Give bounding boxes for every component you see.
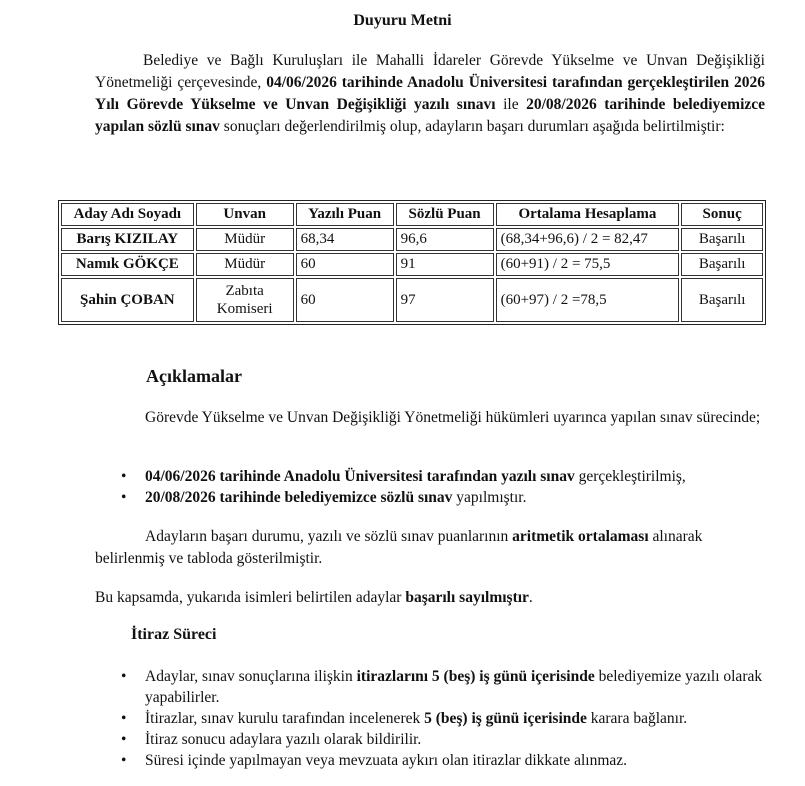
itiraz-b1-text-2: belediyemize yazılı olarak yapabilirler. xyxy=(145,668,763,706)
p3-bold: başarılı sayılmıştır xyxy=(405,589,529,606)
cell-title: Müdür xyxy=(196,228,294,251)
cell-oral: 96,6 xyxy=(396,228,494,251)
bullet-text: gerçekleştirilmiş, xyxy=(574,468,686,485)
itiraz-b1-bold: itirazlarını 5 (beş) iş günü içerisinde xyxy=(356,668,595,685)
list-item xyxy=(121,750,771,771)
p3-text-1: Bu kapsamda, yukarıda isimleri belirtilen adaylar xyxy=(95,589,406,606)
aciklamalar-paragraph-2 xyxy=(95,526,765,570)
cell-result: Başarılı xyxy=(681,253,763,276)
cell-result: Başarılı xyxy=(681,228,763,251)
itiraz-bullet-list xyxy=(121,666,771,771)
col-header-calc: Ortalama Hesaplama xyxy=(496,203,680,226)
intro-bold-2: 20/08/2026 tarihinde belediyemizce yapılan sözlü sınav xyxy=(95,96,766,135)
list-item xyxy=(121,487,771,508)
cell-calc: (68,34+96,6) / 2 = 82,47 xyxy=(496,228,680,251)
col-header-oral: Sözlü Puan xyxy=(396,203,494,226)
p2-text-1: Adayların başarı durumu, yazılı ve sözlü sınav puanlarının xyxy=(145,528,513,545)
intro-text-1: Belediye ve Bağlı Kuruluşları ile Mahalli İdareler Görevde Yükselme ve Unvan Değişikliği Yönetmeliği çerçevesinde, xyxy=(95,52,765,91)
cell-name: Şahin ÇOBAN xyxy=(61,278,194,322)
intro-bold-1: 04/06/2026 tarihinde Anadolu Üniversitesi tarafından gerçekleştirilen 2026 Yılı Görevde Yükselme ve Unvan Değişikliği yazılı sınavı xyxy=(95,74,765,113)
col-header-written: Yazılı Puan xyxy=(296,203,394,226)
cell-written: 60 xyxy=(296,278,394,322)
document-title: Duyuru Metni xyxy=(353,12,452,29)
table-row xyxy=(61,228,763,251)
cell-calc: (60+91) / 2 = 75,5 xyxy=(496,253,680,276)
cell-name: Barış KIZILAY xyxy=(61,228,194,251)
list-item xyxy=(121,466,771,487)
list-item xyxy=(121,666,771,708)
bullet-text: yapılmıştır. xyxy=(452,489,527,506)
exam-bullet-list xyxy=(121,466,771,508)
aciklamalar-paragraph-3 xyxy=(95,587,765,609)
itiraz-b2-text-2: karara bağlanır. xyxy=(586,710,688,727)
bullet-bold: 20/08/2026 tarihinde belediyemizce sözlü sınav xyxy=(145,489,453,506)
intro-paragraph xyxy=(95,50,765,138)
cell-calc: (60+97) / 2 =78,5 xyxy=(496,278,680,322)
itiraz-b3-text: İtiraz sonucu adaylara yazılı olarak bildirilir. xyxy=(145,731,422,748)
cell-title xyxy=(196,278,294,322)
table-header-row xyxy=(61,203,763,226)
intro-text-2: ile xyxy=(495,96,527,113)
bullet-bold: 04/06/2026 tarihinde Anadolu Üniversitesi tarafından yazılı sınav xyxy=(145,468,575,485)
cell-written: 68,34 xyxy=(296,228,394,251)
cell-title: Müdür xyxy=(196,253,294,276)
list-item xyxy=(121,729,771,750)
cell-written: 60 xyxy=(296,253,394,276)
list-item xyxy=(121,708,771,729)
cell-name: Namık GÖKÇE xyxy=(61,253,194,276)
p2-bold: aritmetik ortalaması xyxy=(512,528,649,545)
itiraz-heading: İtiraz Süreci xyxy=(131,626,217,643)
table-row xyxy=(61,278,763,322)
cell-oral: 97 xyxy=(396,278,494,322)
intro-text-3: sonuçları değerlendirilmiş olup, adayların başarı durumları aşağıda belirtilmiştir: xyxy=(219,118,725,135)
cell-result: Başarılı xyxy=(681,278,763,322)
cell-title-line2: Komiseri xyxy=(216,301,273,317)
p2-text-2: alınarak belirlenmiş ve tabloda gösterilmiştir. xyxy=(95,528,703,567)
itiraz-b2-bold: 5 (beş) iş günü içerisinde xyxy=(424,710,587,727)
col-header-title: Unvan xyxy=(196,203,294,226)
p3-text-2: . xyxy=(528,589,533,606)
itiraz-b1-text-1: Adaylar, sınav sonuçlarına ilişkin xyxy=(145,668,357,685)
itiraz-b2-text-1: İtirazlar, sınav kurulu tarafından incelenerek xyxy=(145,710,425,727)
cell-title-line1: Zabıta xyxy=(225,283,264,299)
col-header-name: Aday Adı Soyadı xyxy=(61,203,194,226)
cell-oral: 91 xyxy=(396,253,494,276)
itiraz-b4-text: Süresi içinde yapılmayan veya mevzuata aykırı olan itirazlar dikkate alınmaz. xyxy=(145,752,628,769)
results-table xyxy=(58,200,766,325)
aciklamalar-heading: Açıklamalar xyxy=(146,366,242,386)
table-row xyxy=(61,253,763,276)
aciklamalar-paragraph-1: Görevde Yükselme ve Unvan Değişikliği Yönetmeliği hükümleri uyarınca yapılan sınav sürecinde; xyxy=(145,409,761,426)
col-header-result: Sonuç xyxy=(681,203,763,226)
